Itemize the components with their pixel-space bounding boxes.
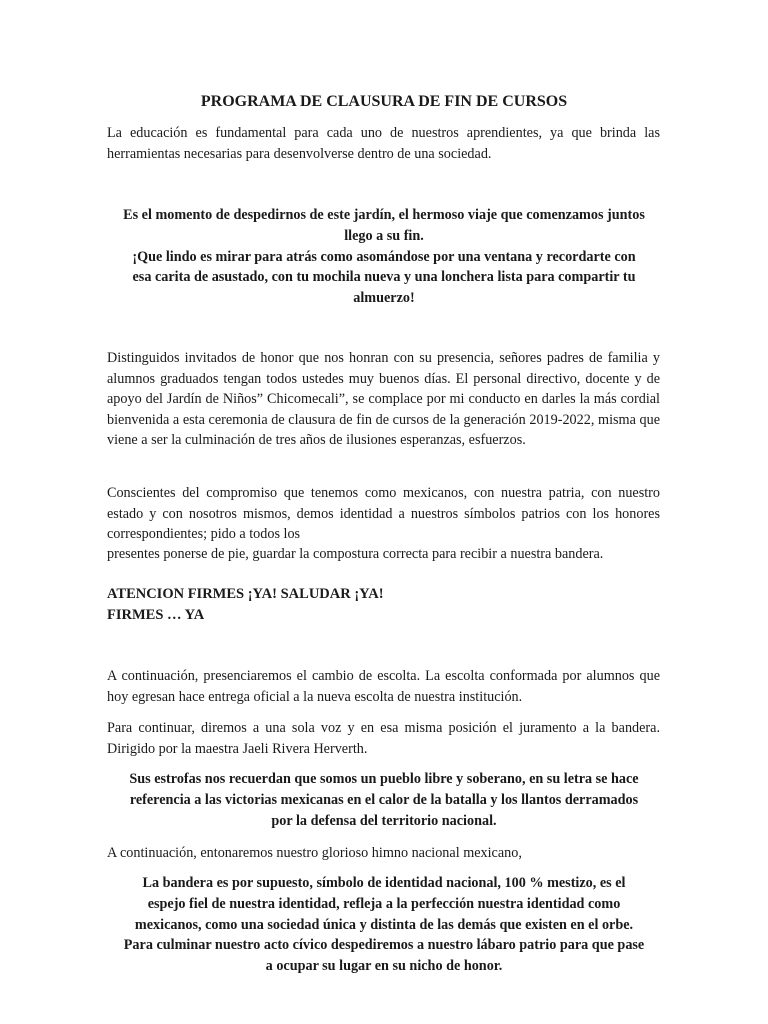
bandera-line: mexicanos, como una sociedad única y distinta de las demás que existen en el orbe. bbox=[134, 916, 634, 933]
document-title: PROGRAMA DE CLAUSURA DE FIN DE CURSOS bbox=[200, 93, 568, 110]
intro-paragraph: La educación es fundamental para cada uno de nuestros aprendientes, ya que brinda las herramientas necesarias para desenvolverse dentro de una sociedad. bbox=[107, 125, 660, 162]
bandera-paragraph bbox=[104, 873, 664, 977]
bandera-line: a ocupar su lugar en su nicho de honor. bbox=[265, 958, 503, 975]
escolta-paragraph: A continuación, presenciaremos el cambio de escolta. La escolta conformada por alumnos que hoy egresan hace entrega oficial a la nueva escolta de nuestra institución. bbox=[107, 668, 660, 705]
conscious-paragraph-continuation: presentes ponerse de pie, guardar la compostura correcta para recibir a nuestra bandera. bbox=[107, 546, 604, 562]
estrofas-line: por la defensa del territorio nacional. bbox=[271, 812, 497, 829]
command-line: ATENCION FIRMES ¡YA! SALUDAR ¡YA! bbox=[107, 586, 384, 602]
himno-paragraph: A continuación, entonaremos nuestro glorioso himno nacional mexicano, bbox=[107, 845, 522, 861]
farewell-line: esa carita de asustado, con tu mochila nueva y una lonchera lista para compartir tu bbox=[132, 269, 636, 286]
farewell-line: almuerzo! bbox=[353, 290, 415, 307]
juramento-paragraph: Para continuar, diremos a una sola voz y en esa misma posición el juramento a la bandera. Dirigido por la maestra Jaeli Rivera Herverth. bbox=[107, 720, 660, 757]
bandera-line: espejo fiel de nuestra identidad, refleja a la perfección nuestra identidad como bbox=[147, 895, 621, 912]
command-line: FIRMES … YA bbox=[107, 607, 205, 623]
bandera-line: Para culminar nuestro acto cívico despediremos a nuestro lábaro patrio para que pase bbox=[123, 937, 645, 954]
estrofas-paragraph bbox=[104, 769, 664, 831]
farewell-line: Es el momento de despedirnos de este jardín, el hermoso viaje que comenzamos juntos bbox=[123, 207, 645, 223]
welcome-paragraph: Distinguidos invitados de honor que nos honran con su presencia, señores padres de familia y alumnos graduados tengan todos ustedes muy buenos días. El personal directivo, docente y de apoyo del Jardín de Niños” Chicomecali”, se complace por mi conducto en darles la más cordial bienvenida a esta ceremonia de clausura de fin de cursos de la generación 2019-2022, misma que viene a ser la culminación de tres años de ilusiones esperanzas, esfuerzos. bbox=[107, 350, 660, 449]
commands-block bbox=[107, 584, 660, 626]
estrofas-line: Sus estrofas nos recuerdan que somos un pueblo libre y soberano, en su letra se hace bbox=[129, 771, 639, 787]
farewell-paragraph bbox=[104, 205, 664, 309]
farewell-line: ¡Que lindo es mirar para atrás como asomándose por una ventana y recordarte con bbox=[132, 248, 636, 265]
bandera-line: La bandera es por supuesto, símbolo de identidad nacional, 100 % mestizo, es el bbox=[142, 875, 626, 891]
conscious-paragraph: Conscientes del compromiso que tenemos como mexicanos, con nuestra patria, con nuestro estado y con nosotros mismos, demos identidad a nuestros símbolos patrios con los honores correspondientes; pido a todos los bbox=[107, 485, 660, 543]
farewell-line: llego a su fin. bbox=[344, 227, 424, 244]
estrofas-line: referencia a las victorias mexicanas en el calor de la batalla y los llantos derramados bbox=[129, 791, 639, 808]
